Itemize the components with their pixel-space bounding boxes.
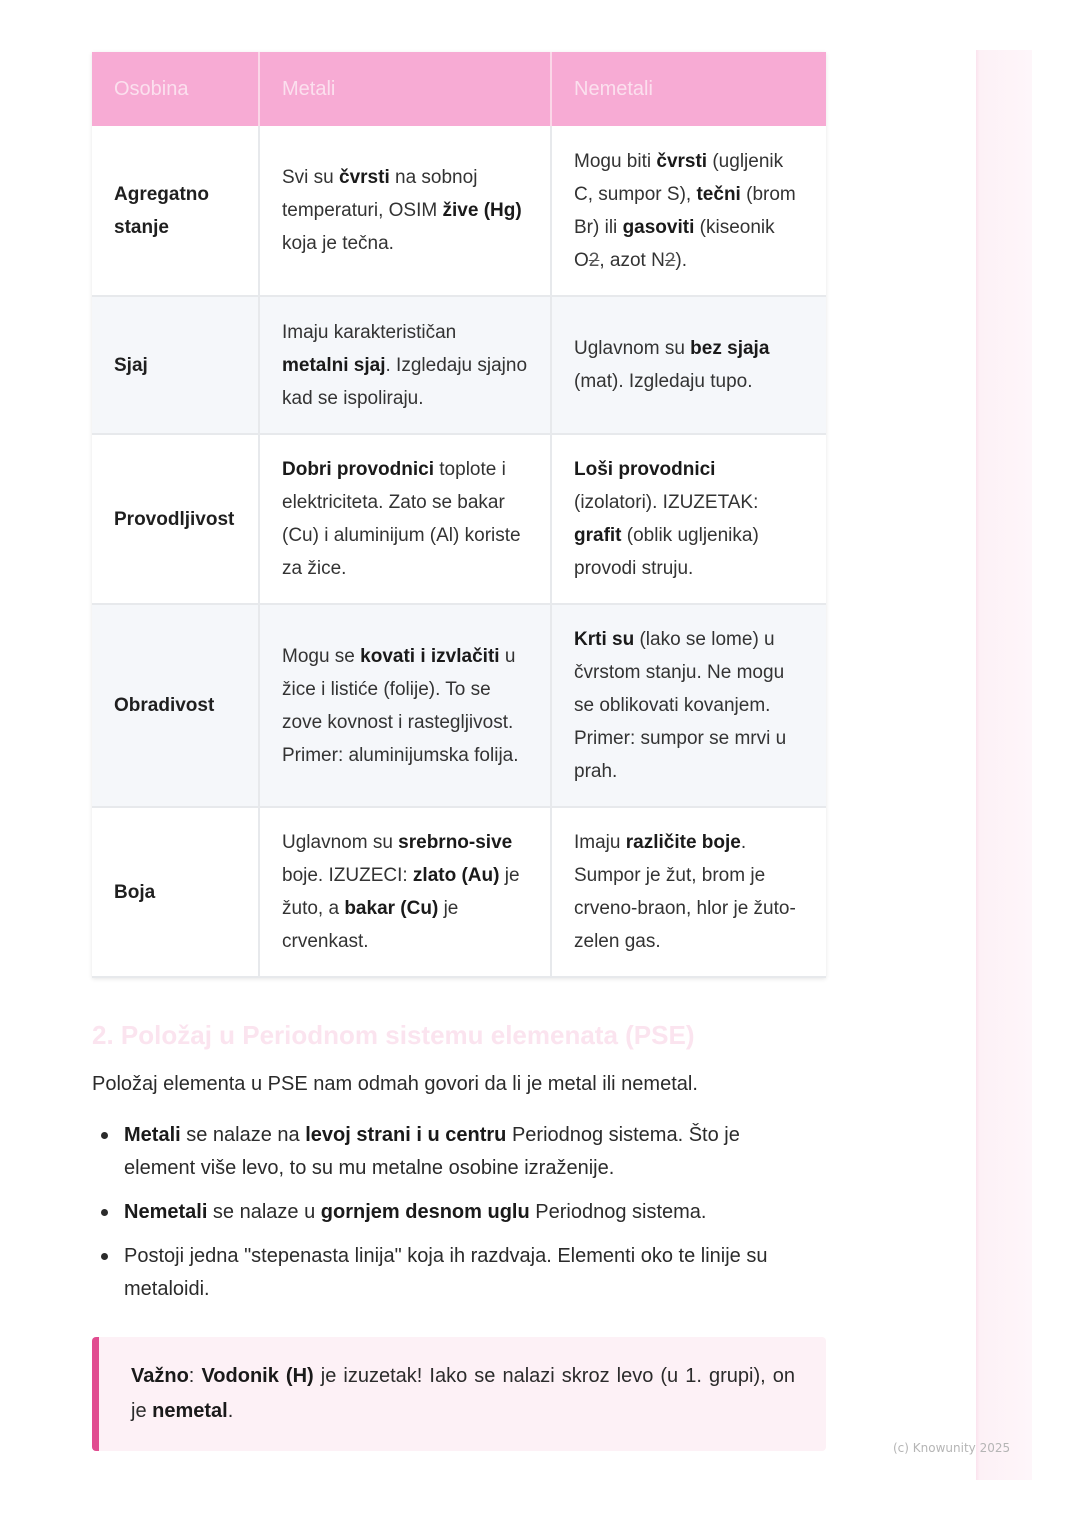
section-intro: Položaj elementa u PSE nam odmah govori da li je metal ili nemetal.	[92, 1073, 698, 1095]
list-item: Nemetali se nalaze u gornjem desnom uglu Periodnog sistema.	[92, 1196, 792, 1229]
metali-cell: Dobri provodnici toplote i elektriciteta. Zato se bakar (Cu) i aluminijum (Al) koriste za žice.	[259, 434, 551, 604]
subscript-2: 2	[588, 249, 600, 271]
property-cell: Boja	[92, 807, 259, 977]
page-content	[92, 52, 826, 1317]
table-row	[92, 604, 826, 807]
header-metali: Metali	[259, 52, 551, 126]
nemetali-cell: Uglavnom su bez sjaja (mat). Izgledaju tupo.	[551, 296, 826, 434]
nemetali-cell: Krti su (lako se lome) u čvrstom stanju. Ne mogu se oblikovati kovanjem. Primer: sumpor se mrvi u prah.	[551, 604, 826, 807]
bullet-dot-icon	[101, 1132, 108, 1139]
page-side-stripe	[976, 50, 1032, 1480]
table-header-row	[92, 52, 826, 126]
bullet-dot-icon	[101, 1253, 108, 1260]
nemetali-cell: Imaju različite boje. Sumpor je žut, brom je crveno-braon, hlor je žuto-zelen gas.	[551, 807, 826, 977]
list-item: Metali se nalaze na levoj strani i u centru Periodnog sistema. Što je element više levo, to su mu metalne osobine izraženije.	[92, 1119, 792, 1185]
property-cell: Obradivost	[92, 604, 259, 807]
metali-cell: Imaju karakterističan metalni sjaj. Izgledaju sjajno kad se ispoliraju.	[259, 296, 551, 434]
nemetali-cell: Mogu biti čvrsti (ugljenik C, sumpor S), tečni (brom Br) ili gasoviti (kiseonik O2, azot N2).	[551, 126, 826, 296]
table-row	[92, 296, 826, 434]
list-item: Postoji jedna "stepenasta linija" koja ih razdvaja. Elementi oko te linije su metaloidi.	[92, 1240, 792, 1306]
table-row	[92, 434, 826, 604]
header-nemetali: Nemetali	[551, 52, 826, 126]
metali-cell: Svi su čvrsti na sobnoj temperaturi, OSIM žive (Hg) koja je tečna.	[259, 126, 551, 296]
subscript-2: 2	[664, 249, 676, 271]
table-row	[92, 126, 826, 296]
header-osobina: Osobina	[92, 52, 259, 126]
metali-cell: Mogu se kovati i izvlačiti u žice i listiće (folije). To se zove kovnost i rastegljivost. Primer: aluminijumska folija.	[259, 604, 551, 807]
property-cell: Sjaj	[92, 296, 259, 434]
table-row	[92, 807, 826, 977]
section-title: 2. Položaj u Periodnom sistemu elemenata (PSE)	[92, 1020, 695, 1050]
note-text: Važno: Vodonik (H) je izuzetak! Iako se nalazi skroz levo (u 1. grupi), on je nemetal.	[131, 1365, 796, 1422]
nemetali-cell: Loši provodnici (izolatori). IZUZETAK: grafit (oblik ugljenika) provodi struju.	[551, 434, 826, 604]
important-note-callout	[92, 1337, 826, 1451]
property-cell: Agregatno stanje	[92, 126, 259, 296]
property-cell: Provodljivost	[92, 434, 259, 604]
bullet-list	[92, 1119, 792, 1306]
properties-table	[92, 52, 826, 978]
copyright-footer: (c) Knowunity 2025	[893, 1441, 1011, 1455]
metali-cell: Uglavnom su srebrno-sive boje. IZUZECI: zlato (Au) je žuto, a bakar (Cu) je crvenkast.	[259, 807, 551, 977]
bullet-dot-icon	[101, 1209, 108, 1216]
